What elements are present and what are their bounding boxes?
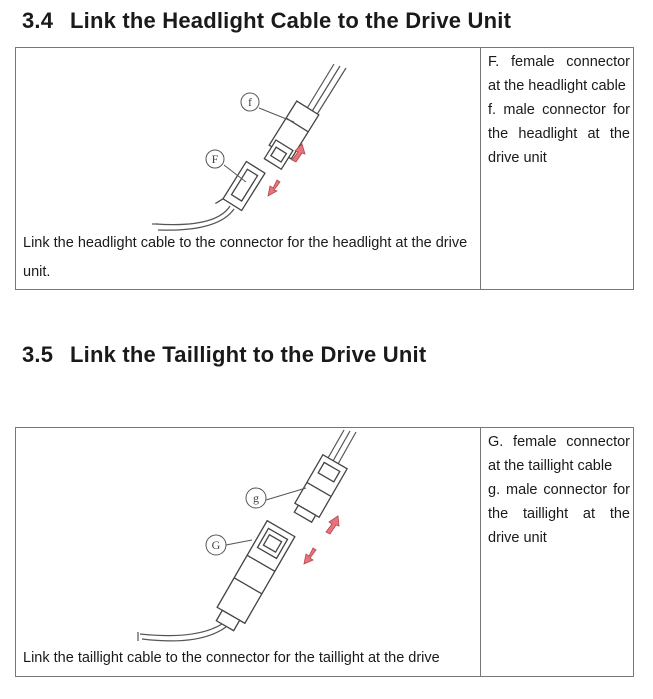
note-item: g. male connector for the taillight at the drive unit [488, 482, 630, 546]
svg-text:G: G [211, 538, 221, 552]
svg-text:f: f [248, 95, 252, 109]
instruction-table-3-5 [15, 427, 634, 677]
callout-g [246, 488, 266, 508]
section-number: 3.5 [22, 342, 54, 367]
instruction-table-3-4 [15, 47, 634, 290]
caption-3-4: Link the headlight cable to the connector for the headlight at the drive unit. [23, 235, 468, 280]
taillight-connector-illustration [116, 428, 376, 643]
notes-3-5 [488, 430, 630, 550]
section-number: 3.4 [22, 8, 54, 33]
table-divider [480, 48, 481, 289]
svg-text:F: F [211, 152, 219, 166]
callout-G [206, 535, 226, 555]
svg-text:g: g [253, 491, 259, 505]
note-item: F. female connector at the headlight cable [488, 54, 630, 94]
notes-3-4 [488, 50, 630, 170]
caption-3-5: Link the taillight cable to the connector for the taillight at the drive [23, 650, 440, 666]
callout-F [206, 150, 224, 168]
section-title: Link the Taillight to the Drive Unit [70, 342, 427, 367]
headlight-connector-illustration [146, 62, 356, 232]
section-title: Link the Headlight Cable to the Drive Unit [70, 8, 512, 33]
callout-f [241, 93, 259, 111]
insertion-arrow-icon [304, 516, 339, 564]
note-item: G. female connector at the taillight cable [488, 434, 630, 474]
section-heading-3-4 [22, 8, 511, 34]
note-item: f. male connector for the headlight at the drive unit [488, 102, 630, 166]
section-heading-3-5 [22, 342, 426, 368]
table-divider [480, 428, 481, 676]
